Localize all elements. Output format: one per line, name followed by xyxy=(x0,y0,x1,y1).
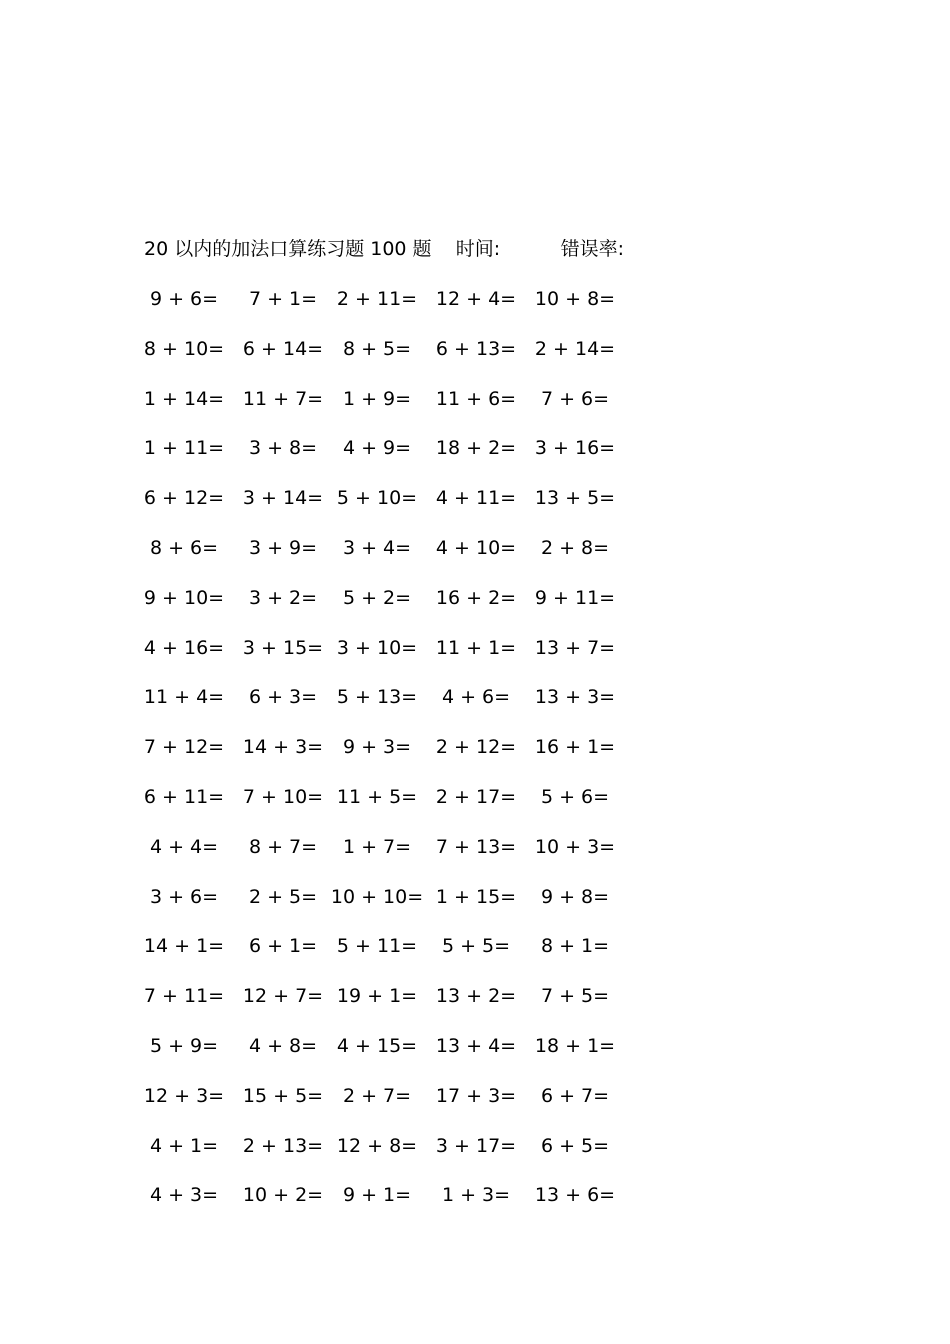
problem-cell: 6 + 3= xyxy=(248,686,318,709)
problem-cell: 7 + 13= xyxy=(435,835,517,858)
problem-cell: 1 + 9= xyxy=(342,387,412,410)
problem-cell: 17 + 3= xyxy=(435,1084,517,1107)
problem-row xyxy=(0,434,950,462)
problem-cell: 6 + 1= xyxy=(248,935,318,958)
problem-cell: 9 + 10= xyxy=(143,586,225,609)
problem-cell: 2 + 17= xyxy=(435,786,517,808)
problem-cell: 14 + 3= xyxy=(242,736,324,759)
problem-cell: 3 + 6= xyxy=(149,885,219,908)
problem-row xyxy=(0,634,950,662)
problem-cell: 1 + 11= xyxy=(143,437,225,460)
problem-cell: 18 + 1= xyxy=(534,1035,616,1057)
problem-cell: 15 + 5= xyxy=(242,1084,324,1107)
problem-cell: 9 + 1= xyxy=(342,1184,412,1207)
problem-cell: 12 + 3= xyxy=(143,1084,225,1107)
problem-cell: 3 + 14= xyxy=(242,487,324,510)
problem-cell: 5 + 10= xyxy=(336,487,418,510)
problem-cell: 19 + 1= xyxy=(336,985,418,1008)
problem-cell: 1 + 15= xyxy=(435,885,517,908)
problem-row xyxy=(0,733,950,761)
problem-cell: 7 + 10= xyxy=(242,786,324,808)
problem-row xyxy=(0,335,950,363)
problem-cell: 8 + 7= xyxy=(248,835,318,858)
problem-cell: 9 + 6= xyxy=(149,288,219,310)
problem-row xyxy=(0,484,950,512)
problem-row xyxy=(0,932,950,960)
problem-cell: 10 + 8= xyxy=(534,288,616,310)
problem-cell: 6 + 13= xyxy=(435,337,517,360)
problem-cell: 8 + 6= xyxy=(149,537,219,559)
problem-cell: 6 + 11= xyxy=(143,786,225,808)
problem-row xyxy=(0,285,950,313)
problem-cell: 6 + 14= xyxy=(242,337,324,360)
problem-cell: 12 + 4= xyxy=(435,288,517,310)
problem-cell: 13 + 5= xyxy=(534,487,616,510)
problem-cell: 9 + 11= xyxy=(534,586,616,609)
problem-row xyxy=(0,982,950,1010)
problem-cell: 12 + 8= xyxy=(336,1134,418,1157)
problem-cell: 4 + 10= xyxy=(435,537,517,559)
problem-cell: 10 + 10= xyxy=(330,885,424,908)
problem-cell: 9 + 8= xyxy=(540,885,610,908)
problem-cell: 4 + 16= xyxy=(143,636,225,659)
problem-cell: 12 + 7= xyxy=(242,985,324,1008)
problem-cell: 13 + 7= xyxy=(534,636,616,659)
problem-cell: 1 + 3= xyxy=(441,1184,511,1207)
problem-cell: 7 + 6= xyxy=(540,387,610,410)
problem-cell: 5 + 5= xyxy=(441,935,511,958)
problem-cell: 11 + 4= xyxy=(143,686,225,709)
problem-cell: 8 + 5= xyxy=(342,337,412,360)
problem-cell: 4 + 4= xyxy=(149,835,219,858)
problem-row xyxy=(0,683,950,711)
problem-cell: 2 + 5= xyxy=(248,885,318,908)
problem-cell: 10 + 2= xyxy=(242,1184,324,1207)
problem-cell: 10 + 3= xyxy=(534,835,616,858)
problem-row xyxy=(0,1082,950,1110)
problem-row xyxy=(0,1132,950,1160)
problem-row xyxy=(0,883,950,911)
problem-cell: 3 + 16= xyxy=(534,437,616,460)
problem-cell: 4 + 3= xyxy=(149,1184,219,1207)
problem-cell: 18 + 2= xyxy=(435,437,517,460)
problem-cell: 7 + 12= xyxy=(143,736,225,759)
problem-row xyxy=(0,1032,950,1060)
problem-cell: 5 + 13= xyxy=(336,686,418,709)
problem-cell: 5 + 2= xyxy=(342,586,412,609)
problem-cell: 16 + 1= xyxy=(534,736,616,759)
problem-cell: 9 + 3= xyxy=(342,736,412,759)
problem-cell: 3 + 8= xyxy=(248,437,318,460)
problem-cell: 2 + 13= xyxy=(242,1134,324,1157)
problem-cell: 2 + 14= xyxy=(534,337,616,360)
problem-row xyxy=(0,584,950,612)
problem-cell: 4 + 11= xyxy=(435,487,517,510)
problem-cell: 5 + 11= xyxy=(336,935,418,958)
problem-cell: 1 + 7= xyxy=(342,835,412,858)
problem-cell: 4 + 8= xyxy=(248,1035,318,1057)
problem-cell: 3 + 15= xyxy=(242,636,324,659)
problem-row xyxy=(0,1181,950,1209)
problem-cell: 2 + 12= xyxy=(435,736,517,759)
problem-cell: 13 + 3= xyxy=(534,686,616,709)
problem-row xyxy=(0,783,950,811)
problem-cell: 8 + 10= xyxy=(143,337,225,360)
problem-cell: 7 + 1= xyxy=(248,288,318,310)
problem-cell: 4 + 1= xyxy=(149,1134,219,1157)
problem-cell: 6 + 12= xyxy=(143,487,225,510)
problem-cell: 13 + 6= xyxy=(534,1184,616,1207)
problem-cell: 3 + 17= xyxy=(435,1134,517,1157)
problem-cell: 2 + 11= xyxy=(336,288,418,310)
problem-cell: 8 + 1= xyxy=(540,935,610,958)
problem-cell: 4 + 9= xyxy=(342,437,412,460)
error-rate-label: 错误率: xyxy=(560,238,624,260)
problem-cell: 3 + 9= xyxy=(248,537,318,559)
problem-cell: 14 + 1= xyxy=(143,935,225,958)
problem-cell: 4 + 6= xyxy=(441,686,511,709)
problem-cell: 11 + 5= xyxy=(336,786,418,808)
problem-cell: 5 + 9= xyxy=(149,1035,219,1057)
problem-cell: 13 + 4= xyxy=(435,1035,517,1057)
problem-cell: 13 + 2= xyxy=(435,985,517,1008)
problem-cell: 4 + 15= xyxy=(336,1035,418,1057)
time-label: 时间: xyxy=(455,238,501,260)
problem-cell: 1 + 14= xyxy=(143,387,225,410)
problem-cell: 11 + 7= xyxy=(242,387,324,410)
problem-row xyxy=(0,385,950,413)
problem-cell: 7 + 5= xyxy=(540,985,610,1008)
problem-cell: 7 + 11= xyxy=(143,985,225,1008)
problem-cell: 6 + 7= xyxy=(540,1084,610,1107)
problem-row xyxy=(0,534,950,562)
problem-cell: 16 + 2= xyxy=(435,586,517,609)
problem-cell: 2 + 8= xyxy=(540,537,610,559)
problem-cell: 11 + 6= xyxy=(435,387,517,410)
problem-row xyxy=(0,833,950,861)
problem-cell: 3 + 4= xyxy=(342,537,412,559)
problem-cell: 5 + 6= xyxy=(540,786,610,808)
problem-cell: 6 + 5= xyxy=(540,1134,610,1157)
problem-cell: 11 + 1= xyxy=(435,636,517,659)
problem-cell: 3 + 2= xyxy=(248,586,318,609)
problem-cell: 3 + 10= xyxy=(336,636,418,659)
worksheet-title: 20 以内的加法口算练习题 100 题 xyxy=(144,238,432,260)
problem-cell: 2 + 7= xyxy=(342,1084,412,1107)
